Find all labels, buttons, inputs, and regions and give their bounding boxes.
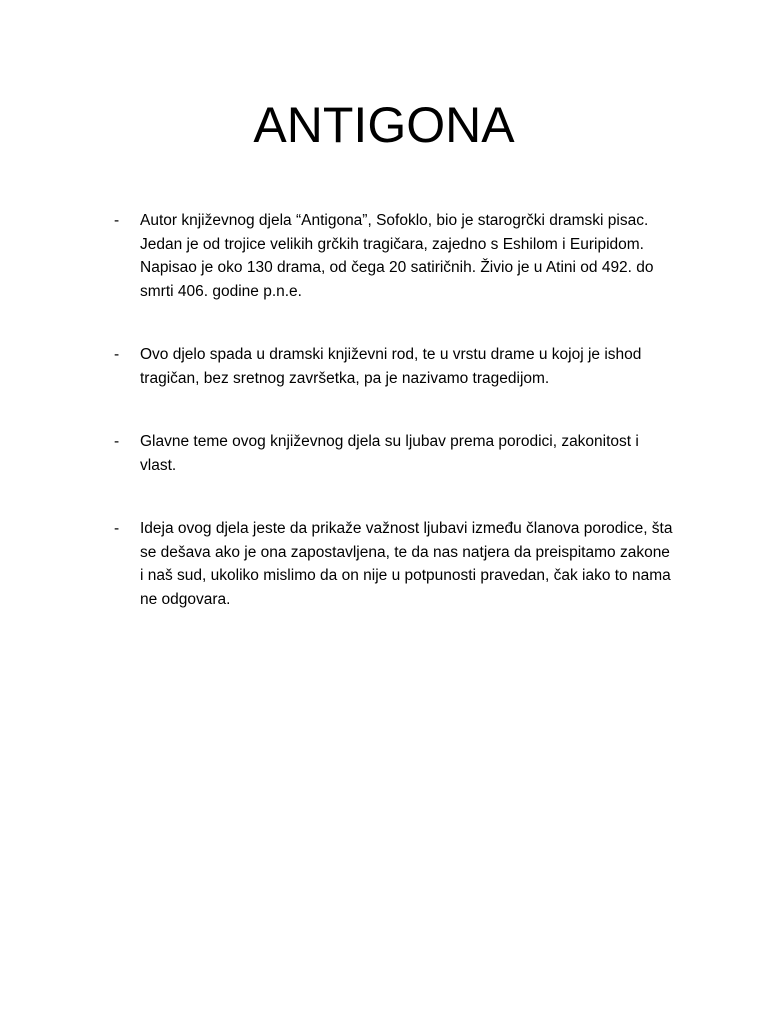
paragraph-list bbox=[114, 209, 674, 651]
list-item bbox=[114, 517, 674, 611]
page-title: ANTIGONA bbox=[253, 97, 515, 153]
bullet-dash: - bbox=[114, 433, 120, 450]
list-item bbox=[114, 209, 674, 303]
list-item bbox=[114, 430, 674, 477]
bullet-dash: - bbox=[114, 346, 120, 363]
paragraph-themes: Glavne teme ovog književnog djela su ljubav prema porodici, zakonitost i vlast. bbox=[140, 433, 639, 474]
bullet-dash: - bbox=[114, 212, 120, 229]
list-item bbox=[114, 343, 674, 390]
paragraph-genre: Ovo djelo spada u dramski književni rod, te u vrstu drame u kojoj je ishod tragičan, bez sretnog završetka, pa je nazivamo tragedijom. bbox=[140, 346, 642, 387]
paragraph-author: Autor književnog djela “Antigona”, Sofoklo, bio je starogrčki dramski pisac. Jedan je od trojice velikih grčkih tragičara, zajedno s Eshilom i Euripidom. Napisao je oko 130 drama, od čega 20 satiričnih. Živio je u Atini od 492. do smrti 406. godine p.n.e. bbox=[140, 212, 654, 300]
bullet-dash: - bbox=[114, 520, 120, 537]
paragraph-idea: Ideja ovog djela jeste da prikaže važnost ljubavi između članova porodice, šta se dešava ako je ona zapostavljena, te da nas natjera da preispitamo zakone i naš sud, ukoliko mislimo da on nije u potpunosti pravedan, čak iako to nama ne odgovara. bbox=[140, 520, 673, 608]
